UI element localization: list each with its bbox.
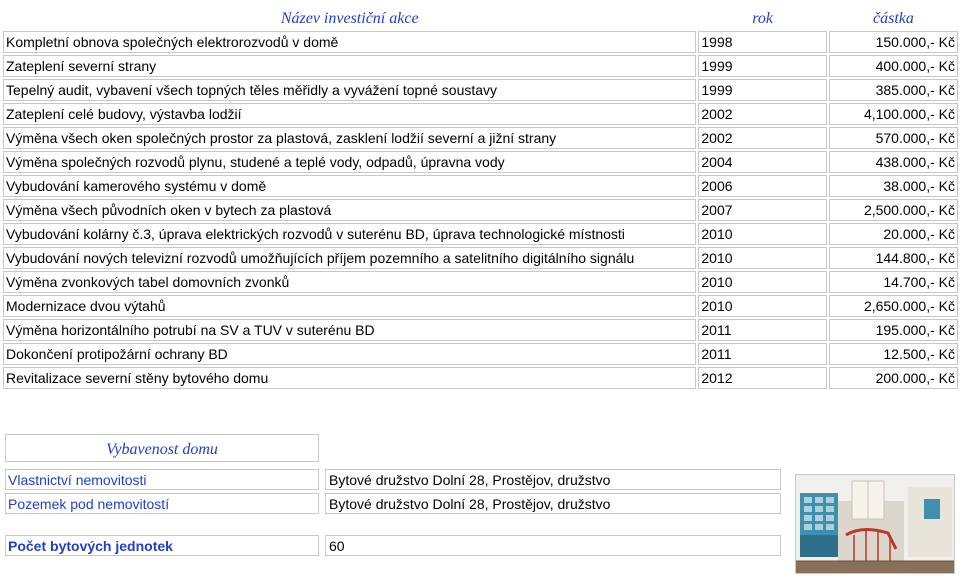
table-row: [3, 367, 958, 389]
table-row: [3, 199, 958, 221]
investment-year: 1998: [698, 31, 826, 53]
investment-year: 2007: [698, 199, 826, 221]
investment-name: Vybudování kolárny č.3, úprava elektrických rozvodů v suterénu BD, úprava technologické místnosti: [3, 223, 696, 245]
ownership-value: Bytové družstvo Dolní 28, Prostějov, družstvo: [325, 469, 781, 490]
table-header-row: [3, 7, 958, 29]
table-row: [3, 103, 958, 125]
header-name: Název investiční akce: [280, 10, 419, 27]
table-row: [3, 343, 958, 365]
investment-name: Výměna společných rozvodů plynu, studené a teplé vody, odpadů, úpravna vody: [3, 151, 696, 173]
investment-name: Výměna všech oken společných prostor za plastová, zasklení lodžií severní a jižní strany: [3, 127, 696, 149]
investment-amount: 4,100.000,- Kč: [829, 103, 958, 125]
investment-year: 2010: [698, 247, 826, 269]
ownership-label: Vlastnictví nemovitosti: [5, 469, 319, 490]
table-row: [3, 319, 958, 341]
table-row: [3, 151, 958, 173]
investment-amount: 38.000,- Kč: [829, 175, 958, 197]
units-value: 60: [325, 535, 781, 556]
land-label: Pozemek pod nemovitostí: [5, 493, 319, 514]
table-row: [3, 295, 958, 317]
table-row: [3, 223, 958, 245]
investment-name: Revitalizace severní stěny bytového domu: [3, 367, 696, 389]
building-interior-photo: [795, 474, 955, 574]
investment-year: 2004: [698, 151, 826, 173]
investment-year: 2010: [698, 271, 826, 293]
investment-name: Vybudování kamerového systému v domě: [3, 175, 696, 197]
investment-name: Tepelný audit, vybavení všech topných těles měřidly a vyvážení topné soustavy: [3, 79, 696, 101]
header-year: rok: [752, 10, 773, 27]
table-row: [3, 271, 958, 293]
investment-amount: 2,650.000,- Kč: [829, 295, 958, 317]
investment-year: 2006: [698, 175, 826, 197]
table-row: [3, 79, 958, 101]
investments-table: [1, 5, 960, 391]
investment-name: Výměna horizontálního potrubí na SV a TUV v suterénu BD: [3, 319, 696, 341]
investment-amount: 195.000,- Kč: [829, 319, 958, 341]
land-value: Bytové družstvo Dolní 28, Prostějov, družstvo: [325, 493, 781, 514]
header-amount: částka: [872, 10, 914, 27]
investment-amount: 385.000,- Kč: [829, 79, 958, 101]
investment-name: Modernizace dvou výtahů: [3, 295, 696, 317]
investment-name: Zateplení celé budovy, výstavba lodžií: [3, 103, 696, 125]
investment-name: Výměna všech původních oken v bytech za plastová: [3, 199, 696, 221]
investment-name: Výměna zvonkových tabel domovních zvonků: [3, 271, 696, 293]
investment-amount: 400.000,- Kč: [829, 55, 958, 77]
investment-amount: 12.500,- Kč: [829, 343, 958, 365]
investments-body: [3, 31, 958, 389]
investment-year: 1999: [698, 55, 826, 77]
investment-year: 2002: [698, 127, 826, 149]
investment-year: 2011: [698, 319, 826, 341]
investment-name: Vybudování nových televizní rozvodů umožňujících příjem pozemního a satelitního digitálního signálu: [3, 247, 696, 269]
investment-name: Dokončení protipožární ochrany BD: [3, 343, 696, 365]
table-row: [3, 31, 958, 53]
units-label: Počet bytových jednotek: [5, 535, 319, 556]
table-row: [3, 175, 958, 197]
investment-name: Zateplení severní strany: [3, 55, 696, 77]
investment-amount: 144.800,- Kč: [829, 247, 958, 269]
table-row: [3, 55, 958, 77]
investment-amount: 14.700,- Kč: [829, 271, 958, 293]
investment-year: 2010: [698, 295, 826, 317]
investment-amount: 150.000,- Kč: [829, 31, 958, 53]
equipment-title: Vybavenost domu: [5, 434, 319, 462]
equipment-section: [1, 434, 954, 577]
investment-amount: 2,500.000,- Kč: [829, 199, 958, 221]
table-row: [3, 127, 958, 149]
investment-year: 2012: [698, 367, 826, 389]
investment-year: 2010: [698, 223, 826, 245]
building-photo-icon: [796, 475, 955, 574]
investment-amount: 570.000,- Kč: [829, 127, 958, 149]
investment-amount: 438.000,- Kč: [829, 151, 958, 173]
investment-amount: 20.000,- Kč: [829, 223, 958, 245]
investment-year: 2011: [698, 343, 826, 365]
table-row: [3, 247, 958, 269]
investment-year: 2002: [698, 103, 826, 125]
investment-amount: 200.000,- Kč: [829, 367, 958, 389]
investment-year: 1999: [698, 79, 826, 101]
investment-name: Kompletní obnova společných elektrorozvodů v domě: [3, 31, 696, 53]
